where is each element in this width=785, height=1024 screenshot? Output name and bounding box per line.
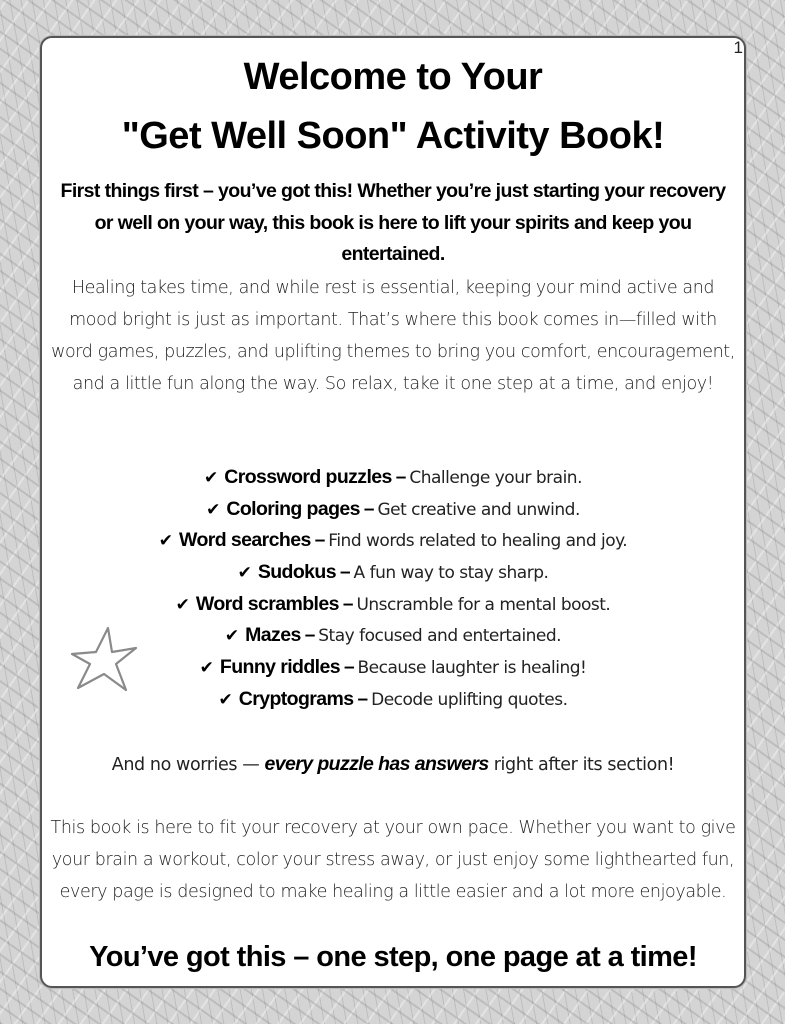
feature-dash: – <box>342 593 354 615</box>
feature-item <box>40 684 746 716</box>
feature-name: Coloring pages <box>226 497 360 520</box>
feature-description: Stay focused and entertained. <box>318 626 562 647</box>
feature-item <box>40 462 746 494</box>
feature-name: Sudokus <box>257 561 336 584</box>
feature-item <box>40 652 746 684</box>
feature-item <box>40 557 746 589</box>
feature-dash: – <box>339 562 351 584</box>
feature-name: Word searches <box>179 529 311 552</box>
answers-note-after: right after its section! <box>488 755 675 775</box>
page-number: 1 <box>733 38 743 57</box>
intro-paragraph: Healing takes time, and while rest is essential, keeping your mind active and mood bright is just as important. That’s where this book comes in—filled with word games, puzzles, and uplifting themes to bring you comfort, encouragement, and a little fun along the way. So relax, take it one step at a time, and enjoy! <box>51 278 735 394</box>
title-line-1: Welcome to Your <box>243 56 543 98</box>
check-icon: ✔ <box>206 499 221 520</box>
star-outline-icon <box>68 624 140 696</box>
feature-item <box>40 525 746 557</box>
feature-item <box>40 620 746 652</box>
title-line-2: "Get Well Soon" Activity Book! <box>121 115 665 157</box>
feature-dash: – <box>357 688 369 710</box>
feature-description: Challenge your brain. <box>409 468 582 488</box>
answers-note <box>40 748 746 781</box>
feature-name: Cryptograms <box>238 687 354 710</box>
answers-note-before: And no worries — <box>111 755 265 775</box>
check-icon: ✔ <box>224 626 240 647</box>
check-icon: ✔ <box>237 563 252 584</box>
check-icon: ✔ <box>199 658 214 679</box>
feature-description: Decode uplifting quotes. <box>371 689 568 710</box>
feature-name: Mazes <box>245 624 301 647</box>
feature-name: Word scrambles <box>195 592 339 615</box>
feature-dash: – <box>314 530 326 552</box>
feature-description: Get creative and unwind. <box>377 499 580 520</box>
feature-dash: – <box>395 467 407 488</box>
feature-description: A fun way to stay sharp. <box>353 563 549 584</box>
answers-note-emphasis: every puzzle has answers <box>264 753 489 775</box>
check-icon: ✔ <box>158 531 174 552</box>
feature-list <box>40 462 746 716</box>
closing-tagline: You’ve got this – one step, one page at a time! <box>89 941 697 973</box>
feature-name: Funny riddles <box>219 656 340 679</box>
feature-description: Find words related to healing and joy. <box>328 531 628 552</box>
feature-dash: – <box>304 625 316 647</box>
feature-description: Because laughter is healing! <box>357 658 587 679</box>
check-icon: ✔ <box>218 689 233 710</box>
check-icon: ✔ <box>175 594 190 615</box>
feature-item <box>40 494 746 526</box>
feature-item <box>40 589 746 621</box>
feature-dash: – <box>363 498 375 520</box>
intro-bold-text: First things first – you’ve got this! Whether you’re just starting your recovery or well on your way, this book is here to lift your spirits and keep you entertained. <box>60 180 726 265</box>
feature-dash: – <box>343 657 355 679</box>
feature-description: Unscramble for a mental boost. <box>356 594 611 615</box>
closing-paragraph: This book is here to fit your recovery at your own pace. Whether you want to give your brain a workout, color your stress away, or just enjoy some lighthearted fun, every page is designed to make healing a little easier and a lot more enjoyable. <box>50 818 736 902</box>
feature-name: Crossword puzzles <box>224 466 392 488</box>
check-icon: ✔ <box>204 468 219 488</box>
